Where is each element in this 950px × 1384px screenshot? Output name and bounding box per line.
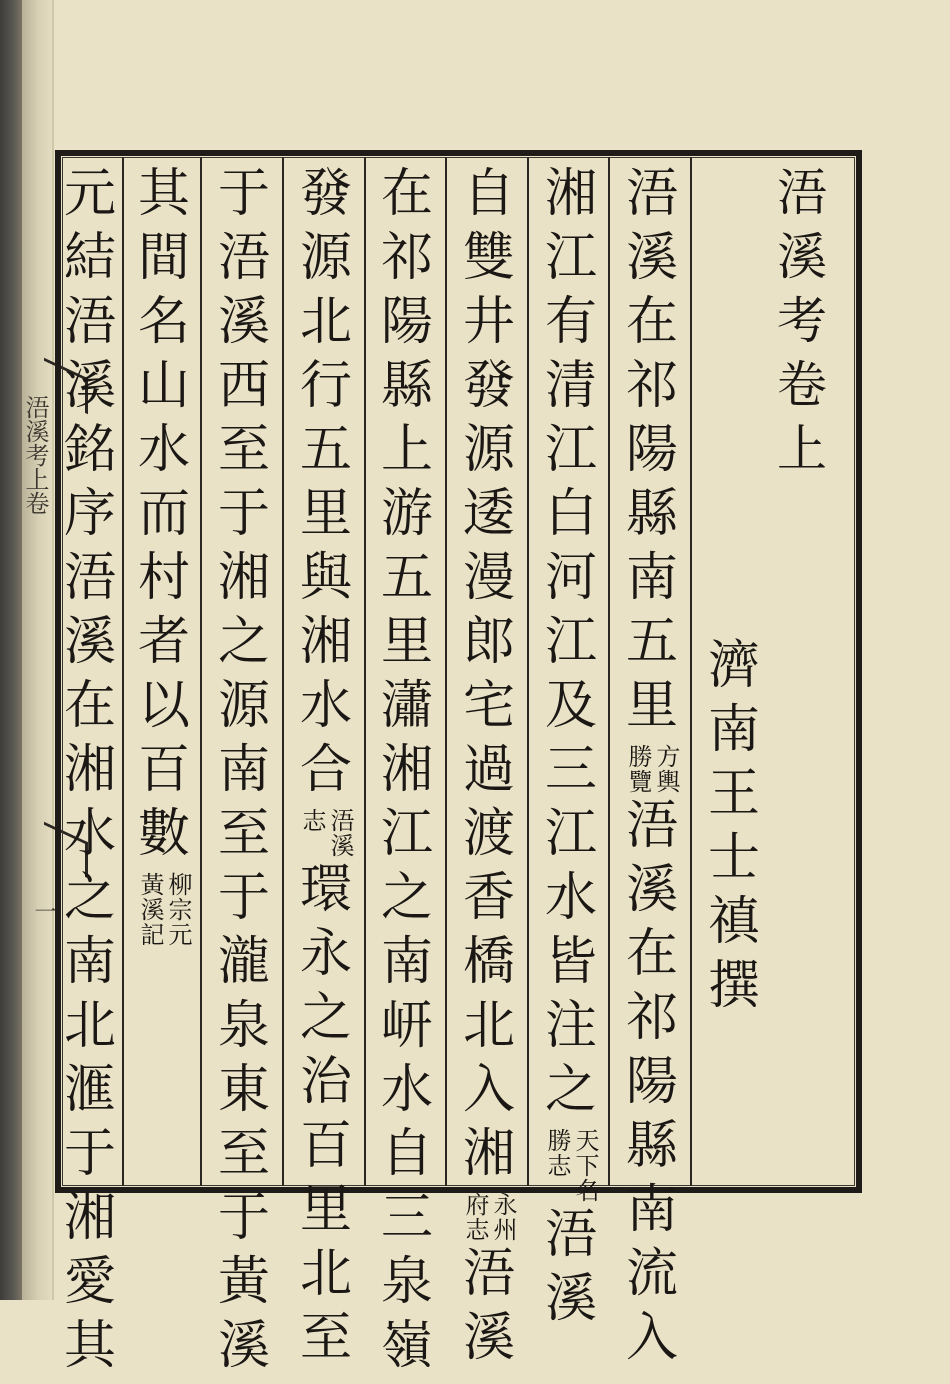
text-column-6: [214, 164, 274, 1384]
text-column-4: [377, 164, 437, 1384]
author-line: [704, 636, 764, 1024]
title-char: 卷: [777, 356, 827, 414]
main-text-char: 入: [462, 1060, 515, 1120]
main-text-char: 陽: [380, 292, 433, 352]
main-text-char: 里: [299, 484, 352, 544]
main-text-char: 溪: [217, 292, 270, 352]
main-text-char: 南: [625, 548, 678, 608]
interlinear-note: [541, 1128, 601, 1203]
main-text-char: 江: [544, 804, 597, 864]
main-text-char: 里: [380, 612, 433, 672]
main-text-char: 有: [544, 292, 597, 352]
main-text-char: 宅: [462, 676, 515, 736]
text-column-1: [622, 164, 682, 1376]
main-text-char: 里: [625, 676, 678, 736]
column-rule: [122, 157, 124, 1186]
main-text-char: 而: [137, 484, 190, 544]
main-text-char: 湘: [380, 740, 433, 800]
note-line: 勝志: [543, 1128, 571, 1178]
main-text-char: 溪: [625, 228, 678, 288]
book-spine: [0, 0, 22, 1300]
main-text-char: 瀧: [217, 932, 270, 992]
title-char: 溪: [777, 228, 827, 286]
interlinear-note: [134, 872, 194, 947]
main-text-char: 雙: [462, 228, 515, 288]
main-text-char: 之: [380, 868, 433, 928]
main-text-char: 河: [544, 548, 597, 608]
main-text-char: 永: [299, 924, 352, 984]
main-text-char: 序: [63, 484, 116, 544]
main-text-char: 在: [63, 676, 116, 736]
main-text-char: 溪: [217, 1316, 270, 1376]
main-text-char: 縣: [625, 1116, 678, 1176]
main-text-char: 者: [137, 612, 190, 672]
main-text-char: 香: [462, 868, 515, 928]
main-text-char: 行: [299, 356, 352, 416]
main-text-char: 水: [137, 420, 190, 480]
main-text-char: 浯: [544, 1205, 597, 1265]
interlinear-note: [459, 1192, 519, 1242]
main-text-char: 銘: [63, 420, 116, 480]
main-text-char: 逶: [462, 484, 515, 544]
main-text-char: 治: [299, 1052, 352, 1112]
main-text-char: 其: [63, 1316, 116, 1376]
column-rule: [364, 157, 366, 1186]
book-title: [772, 164, 832, 488]
main-text-char: 結: [63, 228, 116, 288]
main-text-char: 至: [217, 804, 270, 864]
main-text-char: 北: [299, 292, 352, 352]
main-text-char: 黃: [217, 1252, 270, 1312]
main-text-char: 發: [462, 356, 515, 416]
main-text-char: 浯: [625, 164, 678, 224]
main-text-char: 五: [299, 420, 352, 480]
author-char: 南: [707, 700, 760, 760]
main-text-char: 發: [299, 164, 352, 224]
main-text-char: 湘: [63, 1188, 116, 1248]
main-text-char: 浯: [625, 796, 678, 856]
main-text-char: 之: [217, 612, 270, 672]
main-text-char: 浯: [63, 292, 116, 352]
main-text-char: 湘: [63, 740, 116, 800]
main-text-char: 祁: [625, 356, 678, 416]
main-text-char: 江: [544, 612, 597, 672]
main-text-char: 江: [544, 420, 597, 480]
main-text-char: 流: [625, 1244, 678, 1304]
main-text-char: 湘: [217, 548, 270, 608]
main-text-char: 嶺: [380, 1316, 433, 1376]
main-text-char: 之: [63, 868, 116, 928]
column-rule: [527, 157, 529, 1186]
main-text-char: 瀟: [380, 676, 433, 736]
author-char: 撰: [707, 956, 760, 1016]
main-text-char: 漫: [462, 548, 515, 608]
main-text-char: 縣: [380, 356, 433, 416]
main-text-char: 以: [137, 676, 190, 736]
main-text-char: 源: [299, 228, 352, 288]
column-rule: [200, 157, 202, 1186]
column-rule: [608, 157, 610, 1186]
main-text-char: 縣: [625, 484, 678, 544]
main-text-char: 環: [299, 860, 352, 920]
main-text-char: 于: [217, 164, 270, 224]
main-text-char: 愛: [63, 1252, 116, 1312]
main-text-char: 橋: [462, 932, 515, 992]
main-text-char: 之: [299, 988, 352, 1048]
main-text-char: 水: [299, 676, 352, 736]
interlinear-note: [622, 744, 682, 794]
author-char: 士: [707, 828, 760, 888]
main-text-char: 渡: [462, 804, 515, 864]
main-text-char: 至: [299, 1308, 352, 1368]
note-line: 天下名: [571, 1128, 599, 1203]
text-column-7: [134, 164, 194, 953]
title-char: 考: [777, 292, 827, 350]
note-line: 浯溪: [326, 808, 354, 858]
column-rule: [282, 157, 284, 1186]
main-text-char: 溪: [63, 356, 116, 416]
main-text-char: 水: [380, 1060, 433, 1120]
main-text-char: 溪: [462, 1308, 515, 1368]
main-text-char: 湘: [462, 1124, 515, 1184]
main-text-char: 浯: [462, 1244, 515, 1304]
author-char: 濟: [707, 636, 760, 696]
main-text-char: 在: [625, 292, 678, 352]
main-text-char: 山: [137, 356, 190, 416]
main-text-char: 祁: [625, 988, 678, 1048]
main-text-char: 注: [544, 996, 597, 1056]
column-rule: [690, 157, 692, 1186]
author-char: 禛: [707, 892, 760, 952]
main-text-char: 岍: [380, 996, 433, 1056]
main-text-char: 及: [544, 676, 597, 736]
text-column-5: [296, 164, 356, 1376]
author-char: 王: [707, 764, 760, 824]
main-text-char: 郎: [462, 612, 515, 672]
main-text-char: 江: [380, 804, 433, 864]
main-text-char: 皆: [544, 932, 597, 992]
main-text-char: 祁: [380, 228, 433, 288]
note-line: 永州: [489, 1192, 517, 1242]
main-text-char: 游: [380, 484, 433, 544]
main-text-char: 泉: [217, 996, 270, 1056]
main-text-char: 百: [299, 1116, 352, 1176]
note-line: 府志: [461, 1192, 489, 1242]
main-text-char: 數: [137, 804, 190, 864]
main-text-char: 于: [217, 484, 270, 544]
main-text-char: 自: [380, 1124, 433, 1184]
main-text-char: 湘: [299, 612, 352, 672]
note-line: 勝覽: [624, 744, 652, 794]
main-text-char: 井: [462, 292, 515, 352]
interlinear-note: [296, 808, 356, 858]
note-line: 黃溪記: [136, 872, 164, 947]
main-text-char: 西: [217, 356, 270, 416]
main-text-char: 間: [137, 228, 190, 288]
note-line: 志: [298, 808, 326, 833]
main-text-char: 里: [299, 1180, 352, 1240]
banxin-strip: [21, 150, 54, 1193]
main-text-char: 南: [625, 1180, 678, 1240]
main-text-char: 泉: [380, 1252, 433, 1312]
main-text-char: 過: [462, 740, 515, 800]
main-text-char: 南: [63, 932, 116, 992]
main-text-char: 自: [462, 164, 515, 224]
main-text-char: 陽: [625, 1052, 678, 1112]
main-text-char: 白: [544, 484, 597, 544]
title-char: 浯: [777, 164, 827, 222]
main-text-char: 入: [625, 1308, 678, 1368]
main-text-char: 至: [217, 1124, 270, 1184]
main-text-char: 浯: [63, 548, 116, 608]
main-text-char: 合: [299, 740, 352, 800]
main-text-char: 百: [137, 740, 190, 800]
text-column-8: [60, 164, 120, 1384]
main-text-char: 溪: [544, 1269, 597, 1329]
main-text-char: 源: [217, 676, 270, 736]
main-text-char: 江: [544, 228, 597, 288]
main-text-char: 在: [625, 924, 678, 984]
main-text-char: 清: [544, 356, 597, 416]
main-text-char: 五: [380, 548, 433, 608]
main-text-char: 溪: [63, 612, 116, 672]
main-text-char: 其: [137, 164, 190, 224]
main-text-char: 在: [380, 164, 433, 224]
note-line: 方輿: [652, 744, 680, 794]
main-text-char: 于: [217, 868, 270, 928]
folio-number: 一: [31, 900, 56, 922]
main-text-char: 北: [299, 1244, 352, 1304]
main-text-char: 上: [380, 420, 433, 480]
main-text-char: 北: [462, 996, 515, 1056]
main-text-char: 村: [137, 548, 190, 608]
main-text-char: 滙: [63, 1060, 116, 1120]
main-text-char: 五: [625, 612, 678, 672]
main-text-char: 與: [299, 548, 352, 608]
main-text-char: 南: [380, 932, 433, 992]
main-text-char: 水: [63, 804, 116, 864]
main-text-char: 水: [544, 868, 597, 928]
main-text-char: 南: [217, 740, 270, 800]
main-text-char: 浯: [217, 228, 270, 288]
main-text-char: 名: [137, 292, 190, 352]
column-rule: [445, 157, 447, 1186]
main-text-char: 于: [63, 1124, 116, 1184]
note-line: 柳宗元: [164, 872, 192, 947]
main-text-char: 湘: [544, 164, 597, 224]
title-char: 上: [777, 420, 827, 478]
main-text-char: 于: [217, 1188, 270, 1248]
main-text-char: 東: [217, 1060, 270, 1120]
main-text-char: 陽: [625, 420, 678, 480]
text-column-2: [541, 164, 601, 1337]
main-text-char: 三: [380, 1188, 433, 1248]
main-text-char: 北: [63, 996, 116, 1056]
main-text-char: 三: [544, 740, 597, 800]
main-text-char: 溪: [625, 860, 678, 920]
main-text-char: 至: [217, 420, 270, 480]
text-column-3: [459, 164, 519, 1376]
main-text-char: 源: [462, 420, 515, 480]
main-text-char: 之: [544, 1060, 597, 1120]
main-text-char: 元: [63, 164, 116, 224]
banxin-label: 浯溪考上卷: [21, 395, 49, 515]
